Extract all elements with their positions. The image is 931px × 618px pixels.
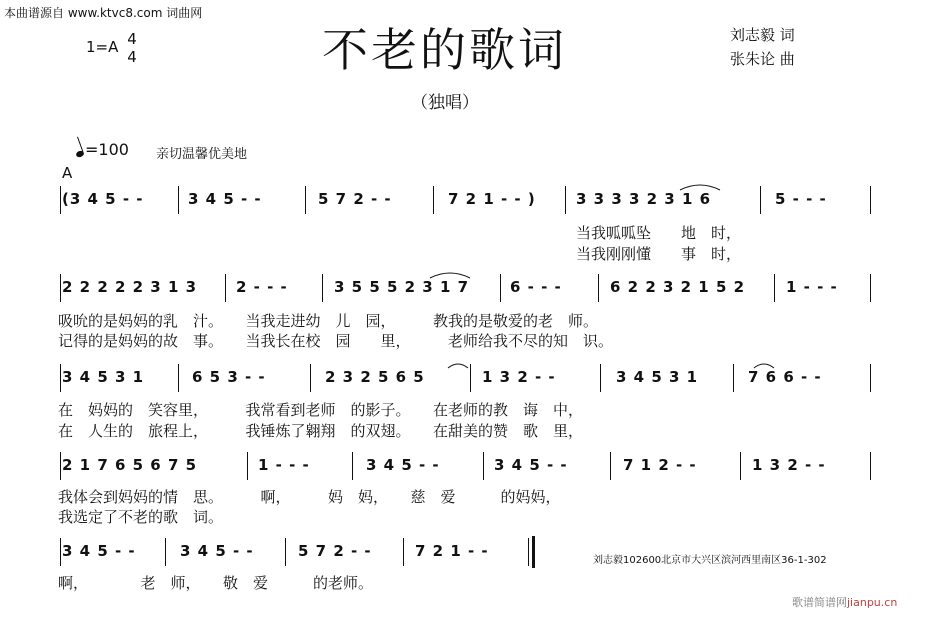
- measure: 5 7 2 - -: [318, 190, 392, 208]
- key-signature: 1=A: [86, 38, 119, 56]
- section-mark: A: [62, 164, 73, 182]
- expression-marking: 亲切温馨优美地: [156, 147, 248, 162]
- measure: 6 5 3 - -: [192, 368, 266, 386]
- time-signature-top: 4: [127, 30, 137, 48]
- measure: 3 4 5 - -: [494, 456, 568, 474]
- watermark-part-1: 歌谱简谱网: [792, 596, 847, 609]
- lyric-verse-2: 我选定了不老的歌 词。: [58, 508, 224, 526]
- lyric-verse-1: 吸吮的是妈妈的乳 汁。 当我走进幼 儿 园， 教我的是敬爱的老 师。: [58, 312, 599, 330]
- measure: (3 4 5 - -: [62, 190, 144, 208]
- measure: 1 3 2 - -: [752, 456, 826, 474]
- lyric-verse-2: 记得的是妈妈的故 事。 当我长在校 园 里， 老师给我不尽的知 识。: [58, 332, 614, 350]
- measure: 2 2 2 2 2 3 1 3: [62, 278, 198, 296]
- composer-credit: 张朱论 曲: [730, 50, 795, 68]
- measure: 2 3 2 5 6 5: [325, 368, 425, 386]
- tempo-value: =100: [85, 140, 129, 159]
- measure: 3 5 5 5 2 3 1 7: [334, 278, 470, 296]
- measure: 3 4 5 - -: [180, 542, 254, 560]
- measure: 1 - - -: [786, 278, 838, 296]
- measure: 7 2 1 - -: [415, 542, 489, 560]
- lyric-verse-2: 在 人生的 旅程上， 我锤炼了翱翔 的双翅。 在甜美的赞 歌 里，: [58, 422, 584, 440]
- lyric-verse-1: 啊， 老 师， 敬 爱 的老师。: [58, 574, 374, 592]
- measure: 6 - - -: [510, 278, 562, 296]
- measure: 1 3 2 - -: [482, 368, 556, 386]
- time-signature-bottom: 4: [127, 48, 137, 66]
- measure: 3 4 5 - -: [62, 542, 136, 560]
- measure: 3 4 5 3 1: [62, 368, 145, 386]
- measure: 5 7 2 - -: [298, 542, 372, 560]
- lyricist-credit: 刘志毅 词: [730, 26, 795, 44]
- lyric-verse-1: 在 妈妈的 笑容里， 我常看到老师 的影子。 在老师的教 诲 中，: [58, 401, 584, 419]
- measure: 6 2 2 3 2 1 5 2: [610, 278, 746, 296]
- measure: 2 1 7 6 5 6 7 5: [62, 456, 198, 474]
- source-line: 本曲谱源自 www.ktvc8.com 词曲网: [4, 6, 203, 20]
- measure: 3 4 5 - -: [188, 190, 262, 208]
- measure: 2 - - -: [236, 278, 288, 296]
- measure: 7 1 2 - -: [623, 456, 697, 474]
- subtitle: （独唱）: [411, 93, 479, 113]
- song-title: 不老的歌词: [322, 23, 567, 77]
- lyric-verse-1: 当我呱呱坠 地 时，: [576, 224, 742, 242]
- measure: 1 - - -: [258, 456, 310, 474]
- measure: 7 2 1 - - ): [448, 190, 536, 208]
- lyric-verse-1: 我体会到妈妈的情 思。 啊， 妈 妈， 慈 爱 的妈妈，: [58, 488, 561, 506]
- lyric-verse-2: 当我刚刚懂 事 时，: [576, 245, 742, 263]
- footer-note: 刘志毅102600北京市大兴区滨河西里南区36-1-302: [593, 555, 827, 566]
- measure: 3 4 5 3 1: [616, 368, 699, 386]
- measure: 7 6 6 - -: [748, 368, 822, 386]
- measure: 3 3 3 3 2 3 1 6: [576, 190, 712, 208]
- measure: 5 - - -: [775, 190, 827, 208]
- watermark: [792, 594, 897, 610]
- watermark-part-2: jianpu.cn: [847, 596, 898, 609]
- measure: 3 4 5 - -: [366, 456, 440, 474]
